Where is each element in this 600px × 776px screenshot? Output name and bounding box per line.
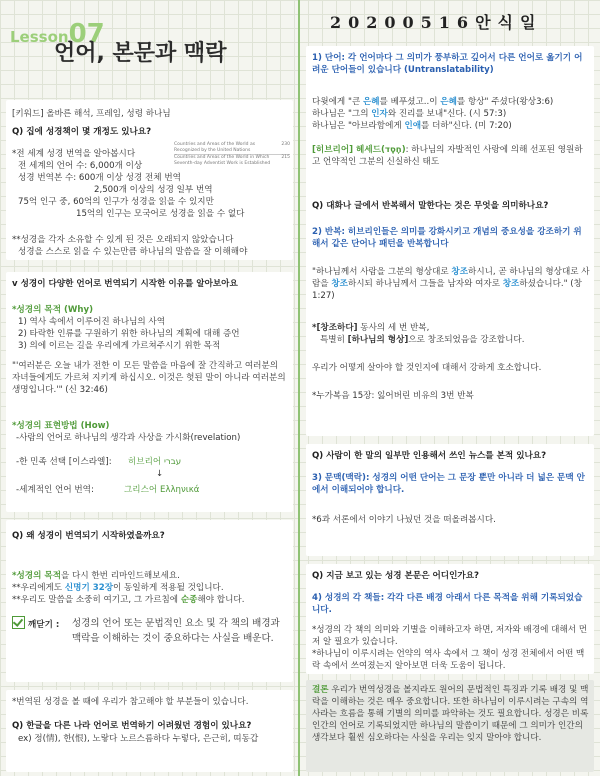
- note-understanding: 성경을 스스로 읽을 수 있는만큼 하나님의 말씀을 잘 이해해야: [18, 247, 248, 257]
- method-title: *성경의 표현방법 (How): [12, 421, 110, 431]
- why-translate-card: [6, 272, 293, 512]
- note-translated: *번역된 성경을 볼 때에 우리가 참고해야 할 부분들이 있습니다.: [12, 697, 249, 707]
- question-7: Q) 지금 보고 있는 성경 본문은 어디인가요?: [312, 571, 479, 581]
- question-2: v 성경이 다양한 언어로 번역되기 시작한 이유를 알아보아요: [12, 279, 238, 289]
- books-note-1: *성경의 각 책의 의미와 기별을 이해하고자 하면, 저자와 배경에 대해서 먼저 알 필요가 있습니다.: [312, 625, 588, 647]
- center-divider: [298, 0, 300, 776]
- stat-languages: 전 세계의 언어 수: 6,000개 이상: [18, 161, 143, 171]
- reason-2: **우리에게도 신명기 32장이 동일하게 적용될 것입니다.: [12, 583, 224, 593]
- countries-table: [174, 142, 290, 167]
- down-arrow-icon: ↓: [156, 469, 164, 479]
- note-ownership: **성경을 각자 소유할 수 있게 된 것은 오래되지 않았습니다: [12, 235, 234, 245]
- verse-kings: 다윗에게 "큰 은혜를 베푸셨고..이 은혜를 항상" 주셨다(왕상3:6): [312, 97, 554, 107]
- principle-books: 4) 성경의 각 책들: 각각 다른 배경 아래서 다른 목적을 위해 기록되었습니다.: [312, 593, 583, 615]
- sermon-note: *6과 서론에서 이야기 나눴던 것을 떠올려봅시다.: [312, 515, 496, 525]
- question-5: Q) 대화나 글에서 반복해서 말한다는 것은 무엇을 의미하나요?: [312, 201, 549, 211]
- books-note-2: *하나님이 이루시려는 언약의 역사 속에서 그 책이 성경 전체에서 어떤 맥락 속에서 쓰여졌는지 알아보면 더욱 도움이 됩니다.: [312, 649, 585, 671]
- appeal-text: 우리가 어떻게 살아야 할 것인지에 대해서 강하게 호소합니다.: [312, 363, 542, 373]
- keywords: [키워드] 올바른 해석, 프레임, 성령 하나님: [12, 109, 171, 119]
- realize-text: 성경의 언어 또는 문법적인 요소 및 각 책의 배경과 맥락을 이해하는 것이 중요하다는 사실을 배운다.: [72, 618, 280, 644]
- method-hebrew: 히브리어 עברי: [128, 457, 182, 467]
- question-3: Q) 왜 성경이 번역되기 시작하였을까요?: [12, 531, 165, 541]
- purpose-item: 3) 의에 이르는 길을 우리에게 가르쳐주시기 위한 목적: [18, 341, 221, 351]
- question-6: Q) 사람이 한 말의 일부만 인용해서 쓰인 뉴스를 본적 있나요?: [312, 451, 547, 461]
- context-card: [306, 444, 594, 556]
- luke-note: *누가복음 15장: 잃어버린 비유의 3번 반복: [312, 391, 474, 401]
- method-greek: 그리스어 Ελληνικά: [124, 485, 200, 495]
- principle-context: 3) 문맥(맥락): 성경의 어떤 단어는 그 문장 뿐만 아니라 더 넓은 문맥 안에서 이해되어야 합니다.: [312, 473, 585, 495]
- reason-card: [6, 520, 293, 682]
- realize-label: 깨닫기 :: [12, 616, 59, 631]
- verse-genesis: "하나님께서 사람을 그분의 형상대로 창조하시니, 곧 하나님의 형상대로 사람을 창조하시되 하나님께서 그들을 남자와 여자로 창조하셨습니다." (창 1:27): [312, 267, 590, 301]
- reason-1: *성경의 목적을 다시 한번 리마인드해보세요.: [12, 571, 180, 581]
- books-card: [306, 564, 594, 674]
- hesed-definition: [히브리어] 헤세드(חֶסֶד): 하나님의 자발적인 사랑에 의해 선포된 영원하고 언약적인 그분의 신실하신 태도: [312, 145, 583, 167]
- conclusion: 결론 우리가 번역성경을 볼지라도 원어의 문법적인 특징과 기록 배경 및 맥락을 이해하는 것은 매우 중요합니다. 또한 하나님이 이루시려는 구속의 역사라는 흐름을 통해 기별의 의미를 파악하는 것도 필요합니다. 성경은 비록 인간의 언어로 기록되었지만 하나님의 말씀이기 때문에 그 의미가 인간의 생각보다 훨씬 심오하다는 사실을 우리는 잊지 말아야 합니다.: [312, 685, 589, 743]
- verse-psalm: 하나님은 "그의 인자와 진리를 보내"신다. (시 57:3): [312, 109, 507, 119]
- question-4: Q) 한글을 다른 나라 언어로 번역하기 어려웠던 경험이 있나요?: [12, 721, 252, 731]
- verse-micah: 하나님은 "아브라함에게 인애를 더하"신다. (미 7:20): [312, 121, 512, 131]
- question-1: Q) 집에 성경책이 몇 개정도 있나요?: [12, 127, 152, 137]
- stat-non-readers: 15억의 인구는 모국어로 성경을 읽을 수 없다: [76, 209, 245, 219]
- reason-3: **우리도 말씀을 소중히 여기고, 그 가르침에 순종해야 합니다.: [12, 595, 245, 605]
- date-heading: 20200516안식일: [330, 13, 543, 32]
- conclusion-card: [306, 680, 594, 772]
- notes-card: [6, 690, 293, 772]
- stat-readers: 75억 인구 중, 60억의 인구가 성경을 읽을 수 있지만: [18, 197, 214, 207]
- method-revelation: -사람의 언어로 하나님의 생각과 사상을 가시화(revelation): [16, 433, 241, 443]
- principle-repetition: 2) 반복: 히브리인들은 의미를 강화시키고 개념의 중요성을 강조하기 위해서 같은 단어나 패턴을 반복합니다: [312, 227, 582, 249]
- image-of-god: 특별히 [하나님의 형상]으로 창조되었음을 강조합니다.: [320, 335, 525, 345]
- page-title: 언어, 본문과 맥락: [54, 41, 227, 66]
- intro-card: [6, 100, 293, 260]
- korean-examples: ex) 정(情), 한(恨), 노랗다 노르스름하다 누렇다, 은근히, 띠동갑: [18, 734, 259, 744]
- method-nation-label: -한 민족 선택 [이스라엘]:: [16, 457, 112, 467]
- principle-word: 1) 단어: 각 언어마다 그 의미가 풍부하고 깊어서 다른 언어로 옮기기 어려운 단어들이 있습니다 (Untranslatability): [312, 53, 583, 75]
- purpose-item: 1) 역사 속에서 이루어진 하나님의 사역: [18, 317, 166, 327]
- purpose-item: 2) 타락한 인류를 구원하기 위한 하나님의 계획에 대해 증언: [18, 329, 240, 339]
- purpose-title: *성경의 목적 (Why): [12, 305, 94, 315]
- table-row: Countries and Areas of the World as Recognized by the United Nations 230: [174, 142, 290, 153]
- method-world-label: -세계적인 언어 번역:: [16, 485, 94, 495]
- stat-partial-translations: 2,500개 이상의 성경 일부 번역: [94, 185, 213, 195]
- lesson-label: Lesson07: [10, 19, 105, 49]
- stats-title: *전 세계 성경 번역을 알아봅시다: [12, 149, 136, 159]
- table-row: Countries and Areas of the World in Which Seventh-day Adventist Work is Established 215: [174, 155, 290, 166]
- deuteronomy-quote: "'여러분은 오늘 내가 전한 이 모든 말씀을 마음에 잘 간직하고 여러분의 자녀들에게도 가르쳐 지키게 하십시오. 이것은 헛된 말이 아니라 여러분의 생명입니다.'" (신 32:46): [12, 361, 286, 395]
- stat-full-translations: 성경 번역본 수: 600개 이상 성경 전체 번역: [18, 173, 181, 183]
- checkbox-icon: [12, 616, 25, 629]
- create-repeat: *[창조하다] 동사의 세 번 반복,: [312, 323, 430, 333]
- principles-card: [306, 46, 594, 436]
